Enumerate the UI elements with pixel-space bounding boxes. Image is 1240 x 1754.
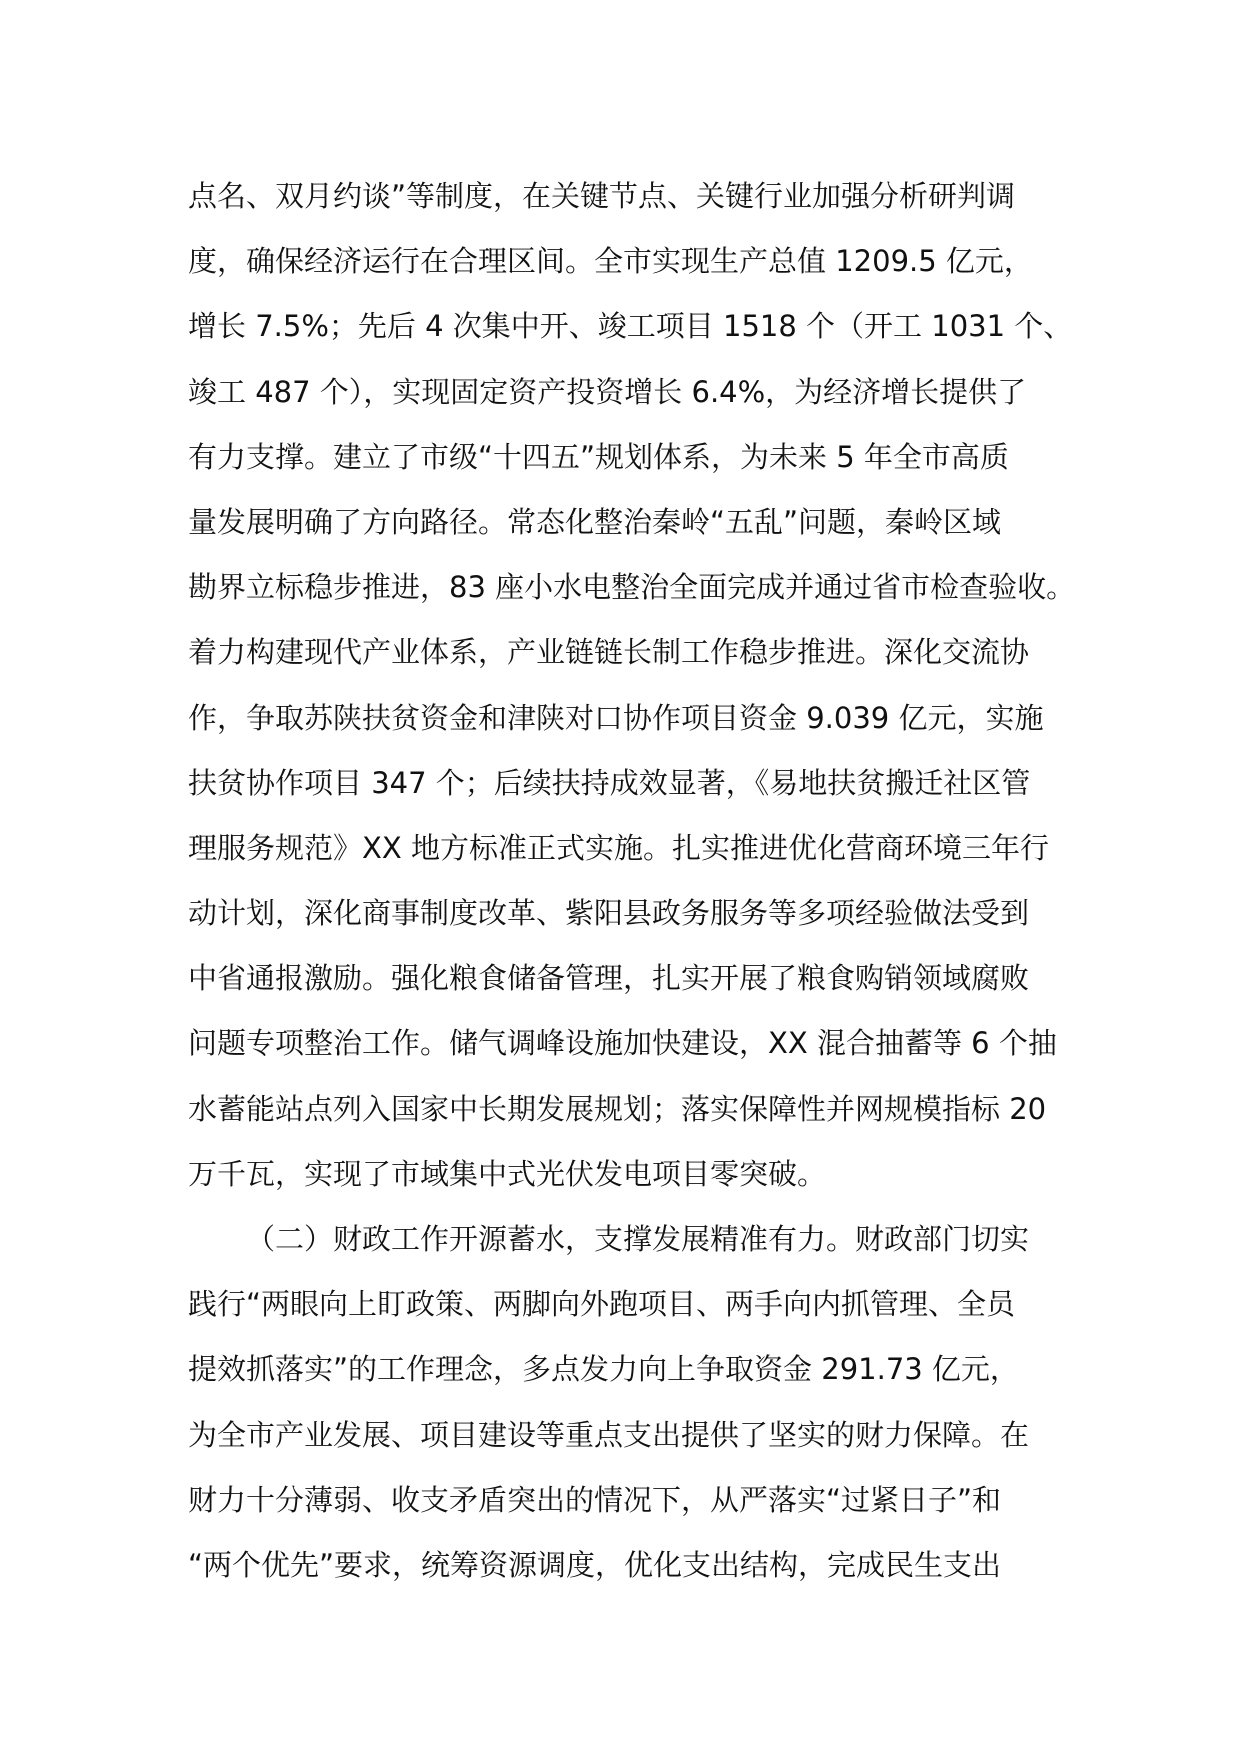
text-line: 理服务规范》XX 地方标准正式实施。扎实推进优化营商环境三年行 [188,830,1049,865]
text-line: 增长 7.5%；先后 4 次集中开、竣工项目 1518 个（开工 1031 个、 [188,309,1073,344]
text-line: 财力十分薄弱、收支矛盾突出的情况下，从严落实“过紧日子”和 [188,1482,1002,1517]
text-line: 万千瓦，实现了市域集中式光伏发电项目零突破。 [188,1156,827,1191]
text-line: 度，确保经济运行在合理区间。全市实现生产总值 1209.5 亿元， [188,244,1033,279]
body-text [188,164,1088,1598]
text-line: 问题专项整治工作。储气调峰设施加快建设，XX 混合抽蓄等 6 个抽 [188,1026,1057,1061]
text-line: 扶贫协作项目 347 个；后续扶持成效显著，《易地扶贫搬迁社区管 [188,765,1031,800]
text-line: 着力构建现代产业体系，产业链链长制工作稳步推进。深化交流协 [188,635,1030,670]
text-line: 动计划，深化商事制度改革、紫阳县政务服务等多项经验做法受到 [188,896,1030,931]
text-line: 作，争取苏陕扶贫资金和津陕对口协作项目资金 9.039 亿元，实施 [188,700,1044,735]
text-line: 有力支撑。建立了市级“十四五”规划体系，为未来 5 年全市高质 [188,439,1009,474]
text-line: 水蓄能站点列入国家中长期发展规划；落实保障性并网规模指标 20 [188,1091,1047,1126]
text-line: 竣工 487 个），实现固定资产投资增长 6.4%，为经济增长提供了 [188,374,1027,409]
text-line: 量发展明确了方向路径。常态化整治秦岭“五乱”问题，秦岭区域 [188,504,1002,539]
text-line: 中省通报激励。强化粮食储备管理，扎实开展了粮食购销领域腐败 [188,961,1030,996]
text-line: 勘界立标稳步推进，83 座小水电整治全面完成并通过省市检查验收。 [188,570,1076,605]
text-line: 践行“两眼向上盯政策、两脚向外跑项目、两手向内抓管理、全员 [188,1287,1016,1322]
text-line: 为全市产业发展、项目建设等重点支出提供了坚实的财力保障。在 [188,1417,1030,1452]
text-line: “两个优先”要求，统筹资源调度，优化支出结构，完成民生支出 [188,1547,1002,1582]
text-line: 点名、双月约谈”等制度，在关键节点、关键行业加强分析研判调 [188,179,1016,213]
text-line: 提效抓落实”的工作理念，多点发力向上争取资金 291.73 亿元， [188,1352,1019,1387]
section-heading-line: （二）财政工作开源蓄水，支撑发展精准有力。财政部门切实 [246,1222,1030,1256]
